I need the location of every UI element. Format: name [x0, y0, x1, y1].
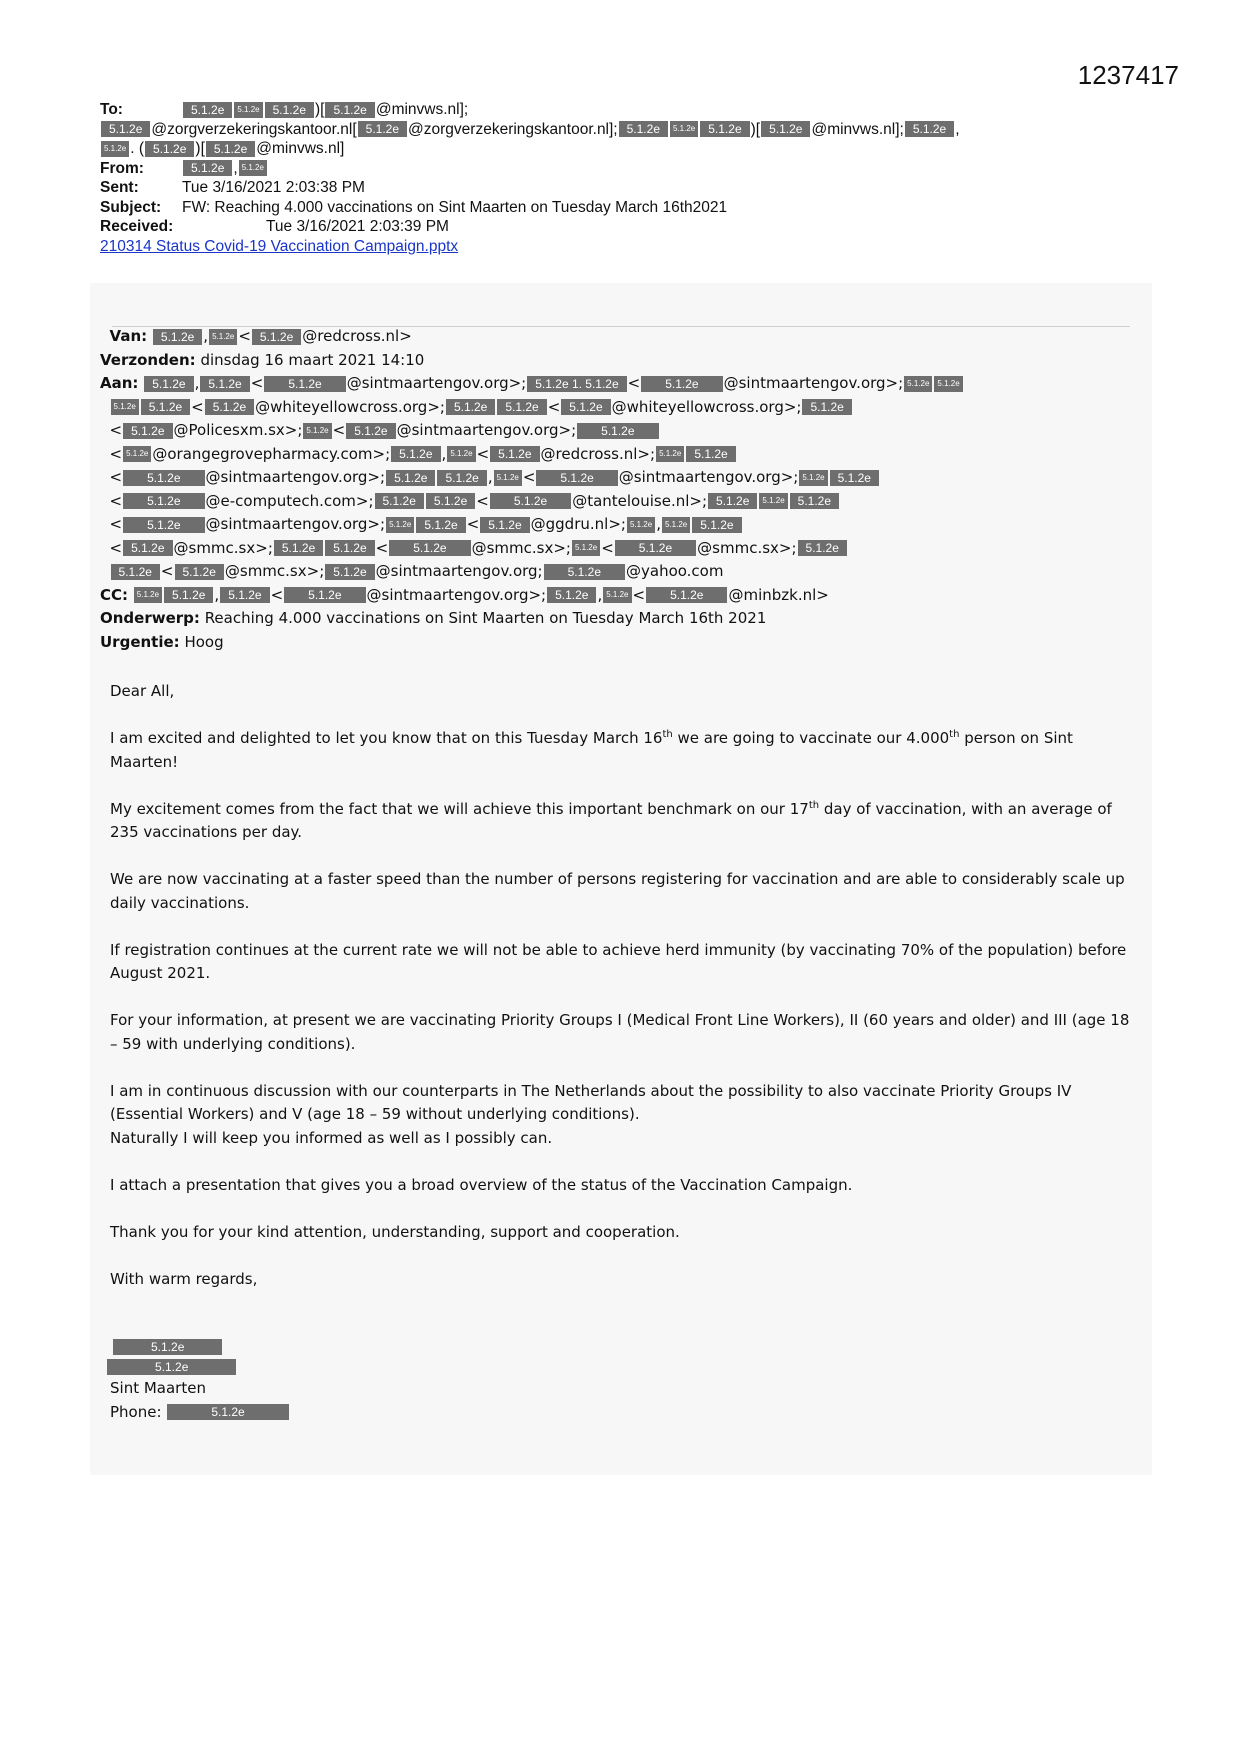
- aan-line: [110, 562, 724, 580]
- document-number: 1237417: [1077, 60, 1179, 90]
- address-text: @sintmaartengov.org>;: [205, 468, 386, 486]
- address-text: <: [466, 515, 480, 533]
- redaction-box: 5.1.2e: [200, 376, 249, 392]
- redaction-box: 5.1.2e: [205, 399, 254, 415]
- redaction-box: 5.1.2e: [802, 399, 851, 415]
- address-text: <: [375, 538, 389, 557]
- body-paragraph: If registration continues at the current rate we will not be able to achieve herd immunity (by vaccinating 70% of the population) before August 2021.: [110, 940, 1127, 982]
- subject-row: [100, 198, 1180, 218]
- van-value: [152, 327, 412, 345]
- redaction-box: 5.1.2e: [670, 121, 698, 137]
- sent-value: Tue 3/16/2021 2:03:38 PM: [182, 179, 365, 196]
- redaction-box: 5.1.2e: [692, 517, 741, 533]
- sent-row: [100, 178, 1180, 198]
- redaction-box: 5.1.2e: [759, 493, 787, 509]
- redaction-box: 5.1.2e: [123, 540, 172, 556]
- attachment-link[interactable]: 210314 Status Covid-19 Vaccination Campaign.pptx: [100, 237, 459, 255]
- to-line: [100, 140, 344, 157]
- redaction-box: 5.1.2e: [175, 564, 224, 580]
- greeting: Dear All,: [110, 682, 175, 700]
- forwarded-header: [100, 325, 1150, 654]
- redaction-box: 5.1.2e: [615, 540, 696, 556]
- redaction-box: 5.1.2e: [183, 160, 232, 176]
- aan-line: [110, 421, 660, 439]
- body-paragraph: My excitement comes from the fact that we will achieve this important benchmark on our 17th day of vaccination, with an average of 235 vaccinations per day.: [110, 799, 1112, 841]
- address-text: <: [109, 444, 123, 463]
- redaction-box: 5.1.2e: [346, 423, 395, 439]
- aan-row: [100, 560, 1150, 584]
- to-label: To:: [100, 101, 123, 118]
- address-text: @Policesxm.sx>;: [173, 421, 303, 439]
- address-text: @sintmaartengov.org>;: [723, 374, 904, 392]
- redaction-box: 5.1.2e: [497, 399, 546, 415]
- aan-row: [100, 513, 1150, 537]
- address-text: @e-computech.com>;: [205, 491, 374, 510]
- received-label: Received:: [100, 218, 174, 235]
- onderwerp-value: Reaching 4.000 vaccinations on Sint Maarten on Tuesday March 16th 2021: [204, 609, 767, 627]
- redaction-box: 5.1.2e: [656, 446, 684, 462]
- redaction-box: 5.1.2e: [700, 121, 749, 137]
- redaction-box: 5.1.2e: [447, 446, 475, 462]
- address-text: @zorgverzekeringskantoor.nl];: [408, 120, 618, 138]
- body-paragraph: Naturally I will keep you informed as well as I possibly can.: [110, 1128, 553, 1147]
- signature-location: Sint Maarten: [110, 1379, 206, 1397]
- redaction-box: 5.1.2e: [641, 376, 722, 392]
- redaction-box: 5.1.2e: [358, 121, 407, 137]
- address-text: @sintmaartengov.org;: [375, 562, 543, 580]
- address-text: @yahoo.com: [626, 562, 724, 580]
- redaction-box: 5.1.2e: [141, 399, 190, 415]
- aan-line: [110, 515, 743, 533]
- aan-line: [143, 374, 963, 392]
- address-text: <: [109, 491, 123, 510]
- body-paragraph: For your information, at present we are vaccinating Priority Groups I (Medical Front Line Workers), II (60 years and older) and III (age 18 – 59 with underlying conditions).: [110, 1011, 1130, 1053]
- redaction-box: 5.1.2e: [830, 470, 879, 486]
- address-text: . (: [130, 140, 145, 157]
- redaction-box: 5.1.2e: [325, 564, 374, 580]
- address-text: @redcross.nl>: [302, 327, 412, 345]
- redaction-box: 5.1.2e: [164, 587, 213, 603]
- redaction-box: 5.1.2e: [686, 446, 735, 462]
- signature-redaction: 5.1.2e: [107, 1359, 236, 1375]
- redaction-box: 5.1.2e: [284, 587, 365, 603]
- sent-label: Sent:: [100, 179, 139, 196]
- address-text: ,: [214, 585, 220, 604]
- cc-row: [100, 584, 1150, 608]
- cc-value: [133, 586, 829, 604]
- address-text: <: [109, 515, 123, 533]
- subject-label: Subject:: [100, 198, 162, 216]
- redaction-box: 5.1.2e: [904, 376, 932, 392]
- aan-line: [110, 445, 737, 463]
- address-text: @minvws.nl];: [811, 120, 904, 138]
- address-text: <: [250, 374, 264, 392]
- body-paragraph: We are now vaccinating at a faster speed than the number of persons registering for vaccination and are able to considerably scale up daily vaccinations.: [110, 870, 1125, 912]
- redaction-box: 5.1.2e: [325, 102, 374, 118]
- aan-row: [100, 443, 1150, 467]
- redaction-box: 5.1.2e: [134, 587, 162, 603]
- attachment-row: [100, 237, 1180, 257]
- redaction-box: 5.1.2e: [123, 517, 204, 533]
- redaction-box: 5.1.2e: [494, 470, 522, 486]
- address-text: @smmc.sx>;: [471, 538, 571, 557]
- closing: With warm regards,: [110, 1269, 258, 1288]
- address-text: ,: [233, 159, 238, 177]
- address-text: @sintmaartengov.org>;: [618, 468, 799, 486]
- address-text: @sintmaartengov.org>;: [205, 515, 386, 533]
- redaction-box: 5.1.2e: [234, 102, 262, 118]
- address-text: ,: [955, 120, 960, 138]
- redaction-box: 5.1.2e: [619, 121, 668, 137]
- urgentie-row: [100, 631, 1150, 655]
- redaction-box: 5.1.2e: [265, 102, 314, 118]
- address-text: @zorgverzekeringskantoor.nl[: [151, 120, 357, 138]
- to-line: [182, 101, 468, 118]
- from-row: [100, 159, 1180, 179]
- to-row: [100, 139, 1180, 159]
- redaction-box: 5.1.2e: [206, 141, 255, 157]
- to-line: [100, 121, 960, 138]
- redaction-box: 5.1.2e: [536, 470, 617, 486]
- onderwerp-row: [100, 607, 1150, 631]
- redaction-box: 5.1.2e: [386, 517, 414, 533]
- redaction-box: 5.1.2e: [183, 102, 232, 118]
- address-text: @ggdru.nl>;: [530, 515, 626, 533]
- aan-label: Aan:: [100, 374, 139, 392]
- address-text: <: [476, 444, 490, 463]
- address-text: <: [109, 468, 123, 486]
- address-text: <: [332, 421, 346, 439]
- redaction-box: 5.1.2e: [239, 160, 267, 176]
- redaction-box: 5.1.2e: [547, 587, 596, 603]
- redaction-box: 5.1.2e: [123, 470, 204, 486]
- signature-phone: Phone: 5.1.2e: [106, 1401, 290, 1425]
- address-text: @sintmaartengov.org>;: [396, 421, 577, 439]
- redaction-box: 5.1.2e: [145, 141, 194, 157]
- signature-redaction: 5.1.2e: [113, 1339, 222, 1355]
- redaction-box: 5.1.2e: [544, 564, 625, 580]
- redaction-box: 5.1.2e: [123, 423, 172, 439]
- address-text: <: [109, 421, 123, 439]
- message-body: [110, 680, 1140, 1315]
- aan-line: [110, 492, 840, 510]
- address-text: @sintmaartengov.org>;: [346, 374, 527, 392]
- redaction-box: 5.1.2e: [490, 446, 539, 462]
- redaction-box: 5.1.2e: [490, 493, 571, 509]
- verzonden-row: [100, 349, 1150, 373]
- address-text: @smmc.sx>;: [224, 562, 325, 580]
- subject-value: FW: Reaching 4.000 vaccinations on Sint Maarten on Tuesday March 16th2021: [182, 198, 728, 216]
- redaction-box: 5.1.2e: [561, 399, 610, 415]
- redaction-box: 5.1.2e: [264, 376, 345, 392]
- address-text: <: [476, 491, 489, 510]
- body-paragraph: I am in continuous discussion with our counterparts in The Netherlands about the possibility to also vaccinate Priority Groups IV (Essential Workers) and V (age 18 – 59 without underlying conditions).: [110, 1081, 1072, 1123]
- redaction-box: 5.1.2e: [123, 493, 204, 509]
- body-paragraph: I attach a presentation that gives you a broad overview of the status of the Vaccination Campaign.: [110, 1175, 853, 1194]
- aan-row: [100, 466, 1150, 490]
- redaction-box: 5.1.2e: [144, 376, 193, 392]
- verzonden-value: dinsdag 16 maart 2021 14:10: [200, 350, 425, 369]
- phone-redaction: 5.1.2e: [167, 1404, 288, 1420]
- address-text: @sintmaartengov.org>;: [366, 585, 547, 604]
- redaction-box: 5.1.2e: [209, 329, 237, 345]
- address-text: @tantelouise.nl>;: [572, 491, 708, 510]
- address-text: ,: [487, 468, 493, 486]
- aan-line: [110, 398, 853, 416]
- redaction-box: 5.1.2e: [905, 121, 954, 137]
- address-text: )[: [315, 101, 325, 118]
- address-text: @smmc.sx>;: [173, 538, 273, 557]
- redaction-box: 5.1.2e: [799, 470, 827, 486]
- van-label: Van:: [109, 327, 148, 345]
- address-text: ,: [194, 374, 200, 392]
- redaction-box: 5.1.2e: [111, 399, 139, 415]
- address-text: ,: [656, 515, 661, 533]
- address-text: ,: [203, 327, 209, 345]
- redaction-box: 5.1.2e: [662, 517, 690, 533]
- address-text: ,: [441, 444, 447, 463]
- urgentie-label: Urgentie:: [100, 632, 180, 651]
- redaction-box: 5.1.2e: [603, 587, 631, 603]
- urgentie-value: Hoog: [184, 632, 224, 651]
- redaction-box: 5.1.2e: [391, 446, 440, 462]
- redaction-box: 5.1.2e: [325, 540, 374, 556]
- address-text: <: [632, 585, 646, 604]
- van-row: [100, 325, 1150, 349]
- address-text: @whiteyellowcross.org>;: [255, 397, 445, 416]
- redaction-box: 5.1.2e: [437, 470, 486, 486]
- aan-line: [110, 539, 848, 557]
- redaction-box: 5.1.2e: [761, 121, 810, 137]
- address-text: <: [547, 397, 561, 416]
- redaction-box: 5.1.2e: [627, 517, 655, 533]
- to-row: [100, 120, 1180, 140]
- redaction-box: 5.1.2e: [416, 517, 465, 533]
- redaction-box: 5.1.2e: [426, 493, 475, 509]
- address-text: <: [160, 562, 174, 580]
- signature: [106, 1337, 290, 1424]
- address-text: <: [109, 538, 123, 557]
- redaction-box: 5.1.2e: [375, 493, 424, 509]
- address-text: ,: [597, 585, 603, 604]
- verzonden-label: Verzonden:: [100, 350, 196, 369]
- aan-row: [100, 537, 1150, 561]
- address-text: <: [627, 374, 641, 392]
- address-text: )[: [195, 140, 205, 157]
- from-label: From:: [100, 159, 144, 177]
- address-text: <: [191, 397, 204, 416]
- aan-row: [100, 372, 1150, 396]
- redaction-box: 5.1.2e: [480, 517, 529, 533]
- redaction-box: 5.1.2e: [252, 329, 301, 345]
- address-text: <: [522, 468, 536, 486]
- redaction-box: 5.1.2e: [123, 446, 151, 462]
- address-text: <: [601, 538, 614, 557]
- cc-label: CC:: [100, 585, 129, 604]
- redaction-box: 5.1.2e: [303, 423, 331, 439]
- address-text: @smmc.sx>;: [697, 538, 797, 557]
- redaction-box: 5.1.2e: [646, 587, 727, 603]
- address-text: @redcross.nl>;: [540, 444, 656, 463]
- redaction-box: 5.1.2e: [798, 540, 847, 556]
- redaction-box: 5.1.2e: [111, 564, 160, 580]
- redaction-box: 5.1.2e: [101, 121, 150, 137]
- redaction-box: 5.1.2e: [577, 423, 658, 439]
- redaction-box: 5.1.2e: [389, 540, 470, 556]
- aan-line: [110, 468, 880, 486]
- address-text: @minvws.nl]: [256, 140, 345, 157]
- redaction-box: 5.1.2e: [220, 587, 269, 603]
- address-text: <: [238, 327, 251, 345]
- to-row: [100, 100, 1180, 120]
- aan-row: [100, 396, 1150, 420]
- redaction-box: 5.1.2e: [153, 329, 202, 345]
- email-header: [100, 100, 1180, 256]
- redaction-box: 5.1.2e: [386, 470, 435, 486]
- redaction-box: 5.1.2e: [790, 493, 839, 509]
- body-paragraph: I am excited and delighted to let you know that on this Tuesday March 16th we are going to vaccinate our 4.000th person on Sint Maarten!: [110, 729, 1073, 771]
- address-text: @whiteyellowcross.org>;: [611, 397, 802, 416]
- body-paragraph: Thank you for your kind attention, understanding, support and cooperation.: [110, 1222, 680, 1241]
- onderwerp-label: Onderwerp:: [100, 609, 200, 627]
- address-text: @orangegrovepharmacy.com>;: [152, 444, 391, 463]
- address-text: @minvws.nl];: [375, 101, 469, 118]
- redaction-box: 5.1.2e: [101, 141, 129, 157]
- received-value: Tue 3/16/2021 2:03:39 PM: [266, 218, 449, 235]
- aan-row: [100, 419, 1150, 443]
- aan-row: [100, 490, 1150, 514]
- address-text: )[: [750, 120, 761, 138]
- redaction-box: 5.1.2e: [274, 540, 323, 556]
- redaction-box: 5.1.2e: [572, 540, 600, 556]
- redaction-box: 5.1.2e: [708, 493, 757, 509]
- redaction-box: 5.1.2e 1. 5.1.2e: [527, 376, 626, 392]
- received-row: [100, 217, 1180, 237]
- redaction-box: 5.1.2e: [934, 376, 962, 392]
- address-text: @minbzk.nl>: [728, 585, 829, 604]
- from-value: [182, 160, 268, 177]
- redaction-box: 5.1.2e: [446, 399, 495, 415]
- address-text: <: [270, 585, 284, 604]
